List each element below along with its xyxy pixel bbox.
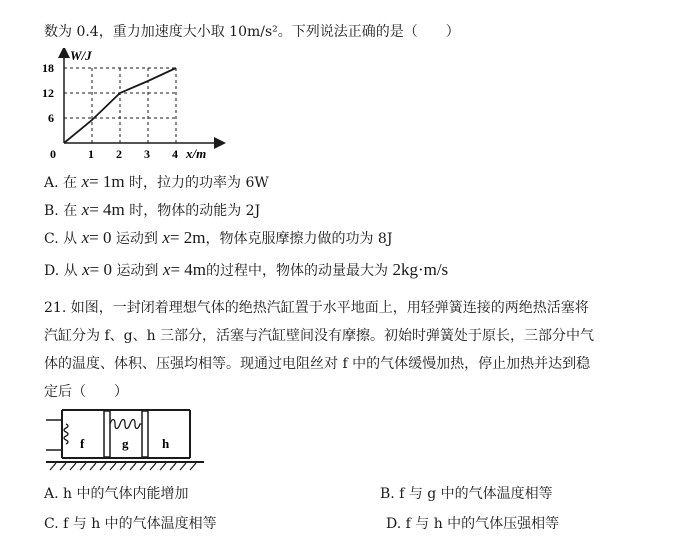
heating-wire-icon [64, 424, 68, 444]
x-tick-2: 2 [116, 147, 122, 161]
q21-stem-line4: 定后（ ） [44, 384, 128, 400]
y-tick-6: 6 [48, 111, 54, 125]
q20-option-c: C. 从 x= 0 运动到 x= 2m，物体克服摩擦力做的功为 8J [44, 228, 393, 247]
piston-right [142, 411, 148, 457]
q21-stem-line1: 21. 如图，一封闭着理想气体的绝热汽缸置于水平地面上，用轻弹簧连接的两绝热活塞将 [44, 300, 589, 316]
y-axis-label: W/J [70, 48, 92, 63]
y-tick-12: 12 [42, 86, 54, 100]
piston-left [104, 411, 110, 457]
q21-option-c: C. f 与 h 中的气体温度相等 [44, 516, 217, 532]
q21-option-b: B. f 与 g 中的气体温度相等 [380, 486, 553, 502]
x-tick-4: 4 [172, 147, 178, 161]
q21-stem-line2: 汽缸分为 f、g、h 三部分，活塞与汽缸壁间没有摩擦。初始时弹簧处于原长，三部分中气 [44, 328, 595, 344]
q21-stem-line3: 体的温度、体积、压强均相等。现通过电阻丝对 f 中的气体缓慢加热，停止加热并达到稳 [44, 356, 591, 372]
x-tick-3: 3 [144, 147, 150, 161]
q20-option-b: B. 在 x= 4m 时，物体的动能为 2J [44, 200, 261, 219]
origin-label: 0 [50, 147, 56, 161]
q20-stem-tail: 数为 0.4，重力加速度大小取 10m/s²。下列说法正确的是（ ） [44, 24, 460, 40]
q21-option-d: D. f 与 h 中的气体压强相等 [386, 516, 560, 532]
spring-icon [110, 420, 142, 429]
x-axis-label: x/m [186, 146, 207, 161]
chamber-f-label: f [80, 436, 85, 451]
x-tick-1: 1 [88, 147, 94, 161]
work-displacement-graph [20, 48, 250, 168]
y-tick-18: 18 [42, 61, 54, 75]
q21-option-a: A. h 中的气体内能增加 [44, 486, 189, 502]
q20-option-a: A. 在 x= 1m 时，拉力的功率为 6W [44, 172, 269, 191]
chamber-g-label: g [122, 436, 129, 451]
q20-option-d: D. 从 x= 0 运动到 x= 4m的过程中，物体的动量最大为 2kg·m/s [44, 260, 449, 279]
cylinder-diagram [40, 406, 210, 476]
chamber-h-label: h [162, 436, 170, 451]
